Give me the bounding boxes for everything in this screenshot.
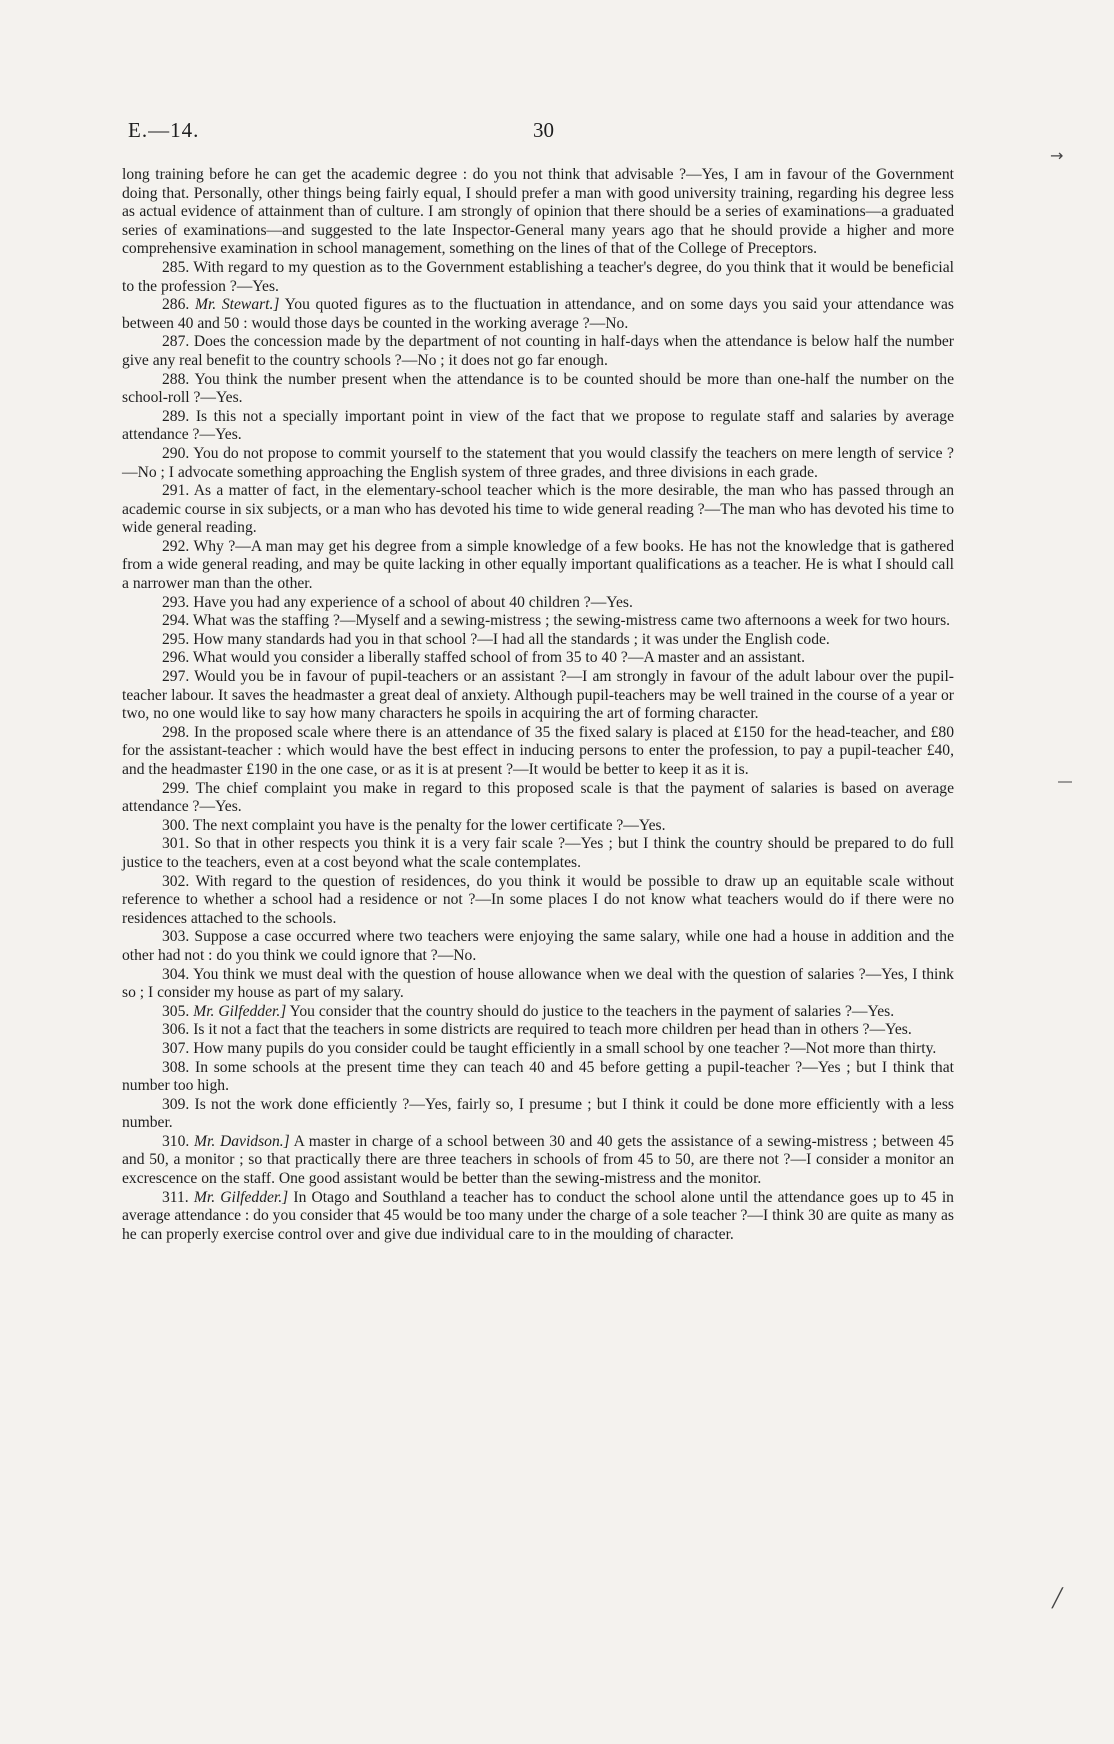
paragraph — [122, 928, 954, 965]
question-number: 297. — [162, 668, 190, 686]
paragraph-text: How many pupils do you consider could be taught efficiently in a small school by one teacher ?—Not more than thirty. — [193, 1039, 937, 1057]
paragraph — [122, 1189, 954, 1245]
paragraph — [122, 482, 954, 538]
paragraph-text: In the proposed scale where there is an attendance of 35 the fixed salary is placed at £150 for the head-teacher, and £80 for the assistant-teacher : which would have the best effect in inducing persons to enter the profession, to pay a pupil-teacher £40, and the headmaster £190 in the one case, or as it is at present ?—It would be better to keep it as it is. — [122, 723, 954, 778]
margin-pen-mark: ╱ — [1052, 1588, 1063, 1609]
question-number: 302. — [162, 872, 190, 890]
question-number: 298. — [162, 723, 190, 741]
question-number: 289. — [162, 407, 190, 425]
question-number: 293. — [162, 593, 190, 611]
paragraph-text: Is this not a specially important point in view of the fact that we propose to regulate staff and salaries by average attendance ?—Yes. — [122, 407, 955, 444]
paragraph-text: Is not the work done efficiently ?—Yes, fairly so, I presume ; but I think it could be done more efficiently with a less number. — [122, 1095, 954, 1132]
paragraph — [122, 966, 954, 1003]
paragraph-text: The next complaint you have is the penalty for the lower certificate ?—Yes. — [192, 816, 666, 834]
paragraph — [122, 835, 954, 872]
paragraph-text: Have you had any experience of a school of about 40 children ?—Yes. — [193, 593, 633, 611]
paragraph — [122, 668, 954, 724]
paragraph — [122, 296, 954, 333]
paragraph-text: Is it not a fact that the teachers in some districts are required to teach more children per head than in others ?—Yes. — [193, 1021, 912, 1039]
paragraph-text: In Otago and Southland a teacher has to conduct the school alone until the attendance goes up to 45 in average attendance : do you consider that 45 would be too many under the charge of a sole teacher ?—I think 30 are quite as many as he can properly exercise control over and give due individual care to in the moulding of character. — [122, 1188, 954, 1243]
paragraph — [122, 612, 954, 631]
question-number: 303. — [162, 928, 190, 946]
paragraph-text: You think the number present when the attendance is to be counted should be more than one-half the number on the school-roll ?—Yes. — [122, 370, 954, 407]
paragraph-text: With regard to the question of residences, do you think it would be possible to draw up an equitable scale without reference to whether a school had a residence or not ?—In some places I do not know what teachers would do if there were no residences attached to the schools. — [122, 872, 954, 927]
document-body — [122, 166, 954, 1244]
paragraph — [122, 873, 954, 929]
speaker-name: Mr. Stewart.] — [194, 296, 280, 314]
speaker-name: Mr. Davidson.] — [194, 1132, 290, 1150]
paragraph-text: long training before he can get the academic degree : do you not think that advisable ?—Yes, I am in favour of the Government doing that. Personally, other things being fairly equal, I should prefer a man with good university training, regarding his degree less as actual evidence of attainment than of culture. I am strongly of opinion that there should be a series of examinations—a graduated series of examinations—and suggested to the late Inspector-General many years ago that he should provide a higher and more comprehensive examination in school management, something on the lines of that of the College of Preceptors. — [122, 166, 954, 258]
question-number: 292. — [162, 537, 190, 555]
paragraph-text: Would you be in favour of pupil-teachers or an assistant ?—I am strongly in favour of the adult labour over the pupil-teacher labour. It saves the headmaster a great deal of anxiety. Although pupil-teachers may be well trained in the course of a year or two, no one would like to say how many characters he spoils in acquiring the art of forming character. — [122, 668, 954, 723]
paragraph-text: A master in charge of a school between 30 and 40 gets the assistance of a sewing-mistress ; between 45 and 50, a monitor ; so that practically there are three teachers in schools of from 45 to 50, are there not ?—I consider a monitor an excrescence on the staff. One good assistant would be better than the sewing-mistress and the monitor. — [122, 1132, 954, 1188]
paragraph-text: You quoted figures as to the fluctuation in attendance, and on some days you said your attendance was between 40 and 50 : would those days be counted in the working average ?—No. — [122, 296, 954, 332]
paragraph — [122, 1096, 954, 1133]
question-number: 287. — [162, 333, 190, 351]
document-reference: E.—14. — [128, 118, 200, 142]
paragraph — [122, 817, 954, 836]
question-number: 291. — [162, 482, 190, 500]
paragraph — [122, 1059, 954, 1096]
paragraph — [122, 371, 954, 408]
question-number: 294. — [162, 612, 190, 630]
paragraph — [122, 408, 954, 445]
question-number: 309. — [162, 1095, 190, 1113]
paragraph — [122, 445, 954, 482]
paragraph-text: As a matter of fact, in the elementary-school teacher which is the more desirable, the man who has passed through an academic course in six subjects, or a man who has devoted his time to wide general reading ?—The man who has devoted his time to wide general reading. — [122, 482, 954, 537]
paragraph-text: You think we must deal with the question of house allowance when we deal with the question of salaries ?—Yes, I think so ; I consider my house as part of my salary. — [122, 965, 954, 1002]
paragraph-text: The chief complaint you make in regard to this proposed scale is that the payment of salaries is based on average attendance ?—Yes. — [122, 779, 954, 816]
paragraph-text: With regard to my question as to the Government establishing a teacher's degree, do you think that it would be beneficial to the profession ?—Yes. — [122, 258, 954, 295]
margin-pen-mark: → — [1050, 146, 1064, 165]
paragraph-text: You do not propose to commit yourself to the statement that you would classify the teachers on mere length of service ?—No ; I advocate something approaching the English system of three grades, and three divisions in each grade. — [122, 444, 954, 481]
speaker-name: Mr. Gilfedder.] — [193, 1002, 287, 1020]
paragraph-text: Why ?—A man may get his degree from a simple knowledge of a few books. He has not the knowledge that is gathered from a wide general reading, and may be quite lacking in other equally important qualifications as a teacher. He is what I should call a narrower man than the other. — [122, 537, 954, 593]
paragraph-text: Suppose a case occurred where two teachers were enjoying the same salary, while one had a house in addition and the other had not : do you think we could ignore that ?—No. — [122, 928, 954, 964]
paragraph-text: How many standards had you in that school ?—I had all the standards ; it was under the English code. — [193, 630, 830, 648]
paragraph — [122, 166, 954, 259]
margin-pen-mark: ― — [1058, 774, 1072, 790]
paragraph — [122, 724, 954, 780]
question-number: 304. — [162, 965, 190, 983]
question-number: 290. — [162, 444, 190, 462]
question-number: 300. — [162, 816, 190, 834]
question-number: 285. — [162, 258, 190, 276]
question-number: 296. — [162, 649, 190, 667]
question-number: 307. — [162, 1039, 190, 1057]
paragraph-text: So that in other respects you think it is a very fair scale ?—Yes ; but I think the country should be prepared to do full justice to the teachers, even at a cost beyond what the scale contemplates. — [122, 835, 954, 871]
paragraph — [122, 1003, 954, 1022]
page-number: 30 — [533, 118, 554, 142]
question-number: 306. — [162, 1021, 190, 1039]
speaker-name: Mr. Gilfedder.] — [193, 1188, 289, 1206]
question-number: 288. — [162, 370, 190, 388]
question-number: 299. — [162, 779, 190, 797]
question-number: 295. — [162, 630, 190, 648]
paragraph-text: What would you consider a liberally staffed school of from 35 to 40 ?—A master and an assistant. — [192, 649, 805, 667]
paragraph-text: What was the staffing ?—Myself and a sewing-mistress ; the sewing-mistress came two afternoons a week for two hours. — [192, 612, 951, 630]
paragraph — [122, 259, 954, 296]
question-number: 301. — [162, 835, 190, 853]
question-number: 310. — [162, 1132, 190, 1150]
question-number: 308. — [162, 1058, 190, 1076]
question-number: 311. — [162, 1188, 189, 1206]
paragraph — [122, 649, 954, 668]
paragraph — [122, 1021, 954, 1040]
paragraph — [122, 631, 954, 650]
page-header — [128, 118, 958, 148]
paragraph-text: In some schools at the present time they can teach 40 and 45 before getting a pupil-teacher ?—Yes ; but I think that number too high. — [122, 1058, 954, 1095]
paragraph — [122, 594, 954, 613]
question-number: 305. — [162, 1002, 190, 1020]
paragraph — [122, 1133, 954, 1189]
paragraph — [122, 333, 954, 370]
question-number: 286. — [162, 296, 190, 314]
paragraph — [122, 1040, 954, 1059]
paragraph — [122, 780, 954, 817]
paragraph-text: Does the concession made by the department of not counting in half-days when the attendance is below half the number give any real benefit to the country schools ?—No ; it does not go far enough. — [122, 333, 954, 369]
paragraph — [122, 538, 954, 594]
paragraph-text: You consider that the country should do justice to the teachers in the payment of salaries ?—Yes. — [289, 1002, 895, 1020]
